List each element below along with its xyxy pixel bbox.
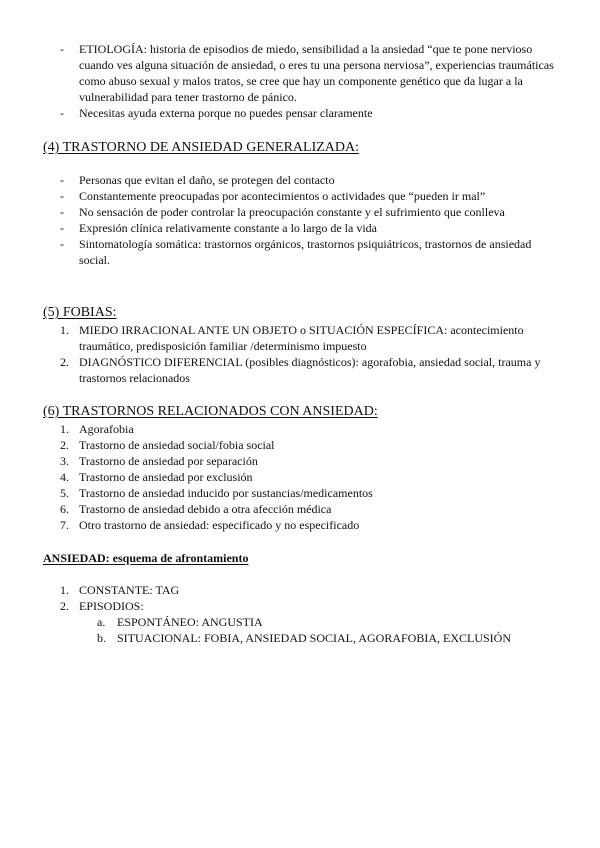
bullet-dash: - xyxy=(60,221,64,235)
section-4-heading: (4) TRASTORNO DE ANSIEDAD GENERALIZADA: xyxy=(43,140,360,155)
list-item-text: Constantemente preocupadas por acontecimientos o actividades que “pueden ir mal” xyxy=(79,189,486,203)
list-item-text: SITUACIONAL: FOBIA, ANSIEDAD SOCIAL, AGORAFOBIA, EXCLUSIÓN xyxy=(117,631,512,645)
list-item xyxy=(60,204,560,220)
list-item xyxy=(60,582,560,598)
list-item-text: DIAGNÓSTICO DIFERENCIAL (posibles diagnósticos): agorafobia, ansiedad social, trauma y trastornos relacionados xyxy=(79,355,541,385)
scheme-numbered-list xyxy=(60,582,560,646)
list-item xyxy=(60,501,560,517)
intro-help-text: Necesitas ayuda externa porque no puedes pensar claramente xyxy=(79,106,373,120)
list-item xyxy=(60,105,560,121)
scheme-heading: ANSIEDAD: esquema de afrontamiento xyxy=(43,551,249,565)
list-item xyxy=(60,485,560,501)
list-item xyxy=(60,220,560,236)
bullet-dash: - xyxy=(60,189,64,203)
list-number: 1. xyxy=(60,323,69,337)
scheme-sub-list xyxy=(60,614,560,646)
list-item xyxy=(60,437,560,453)
sub-list-item xyxy=(60,630,560,646)
section-4-bullet-list xyxy=(60,172,560,268)
list-item xyxy=(60,421,560,437)
intro-etiology-text: ETIOLOGÍA: historia de episodios de miedo, sensibilidad a la ansiedad “que te pone nervioso cuando ves alguna situación de ansiedad, o eres tu una persona nerviosa”, experiencias traumáticas como abuso sexual y malos tratos, se cree que hay un componente genético que da lugar a la vulnerabilidad para tener trastorno de pánico. xyxy=(79,42,554,104)
section-5-heading: (5) FOBIAS: xyxy=(43,305,117,320)
list-letter: b. xyxy=(97,631,106,645)
list-item xyxy=(60,172,560,188)
section-5-numbered-list xyxy=(60,322,560,386)
list-item-text: MIEDO IRRACIONAL ANTE UN OBJETO o SITUACIÓN ESPECÍFICA: acontecimiento traumático, predisposición familiar /determinismo impuesto xyxy=(79,323,524,353)
list-item-text: Expresión clínica relativamente constante a lo largo de la vida xyxy=(79,221,377,235)
list-item xyxy=(60,354,560,386)
sub-list-item xyxy=(60,614,560,630)
bullet-dash: - xyxy=(60,173,64,187)
list-item-text: Personas que evitan el daño, se protegen del contacto xyxy=(79,173,335,187)
list-item xyxy=(60,236,560,268)
list-number: 3. xyxy=(60,454,69,468)
list-item xyxy=(60,41,560,105)
list-number: 4. xyxy=(60,470,69,484)
list-number: 1. xyxy=(60,422,69,436)
list-item xyxy=(60,188,560,204)
list-item xyxy=(60,598,560,646)
list-item-text: Trastorno de ansiedad inducido por sustancias/medicamentos xyxy=(79,486,373,500)
list-item-text: Trastorno de ansiedad por exclusión xyxy=(79,470,253,484)
list-number: 5. xyxy=(60,486,69,500)
list-number: 1. xyxy=(60,583,69,597)
list-item-text: Trastorno de ansiedad social/fobia social xyxy=(79,438,275,452)
list-item-text: Trastorno de ansiedad debido a otra afección médica xyxy=(79,502,332,516)
list-item-text: Sintomatología somática: trastornos orgánicos, trastornos psiquiátricos, trastornos de ansiedad social. xyxy=(79,237,532,267)
bullet-dash: - xyxy=(60,205,64,219)
list-number: 6. xyxy=(60,502,69,516)
bullet-dash: - xyxy=(60,237,64,251)
list-item xyxy=(60,322,560,354)
list-item-text: EPISODIOS: xyxy=(79,599,144,613)
list-item-text: ESPONTÁNEO: ANGUSTIA xyxy=(117,615,263,629)
intro-bullet-list xyxy=(60,41,560,121)
list-item xyxy=(60,453,560,469)
bullet-dash: - xyxy=(60,106,64,120)
bullet-dash: - xyxy=(60,42,64,56)
list-number: 2. xyxy=(60,355,69,369)
list-letter: a. xyxy=(97,615,106,629)
section-6-numbered-list xyxy=(60,421,560,533)
list-item xyxy=(60,517,560,533)
section-6-heading: (6) TRASTORNOS RELACIONADOS CON ANSIEDAD: xyxy=(43,404,378,419)
list-number: 2. xyxy=(60,599,69,613)
list-item-text: Trastorno de ansiedad por separación xyxy=(79,454,258,468)
list-item-text: No sensación de poder controlar la preocupación constante y el sufrimiento que conlleva xyxy=(79,205,505,219)
list-item-text: Otro trastorno de ansiedad: especificado y no especificado xyxy=(79,518,360,532)
list-number: 2. xyxy=(60,438,69,452)
list-item-text: Agorafobia xyxy=(79,422,134,436)
list-item xyxy=(60,469,560,485)
list-number: 7. xyxy=(60,518,69,532)
list-item-text: CONSTANTE: TAG xyxy=(79,583,180,597)
